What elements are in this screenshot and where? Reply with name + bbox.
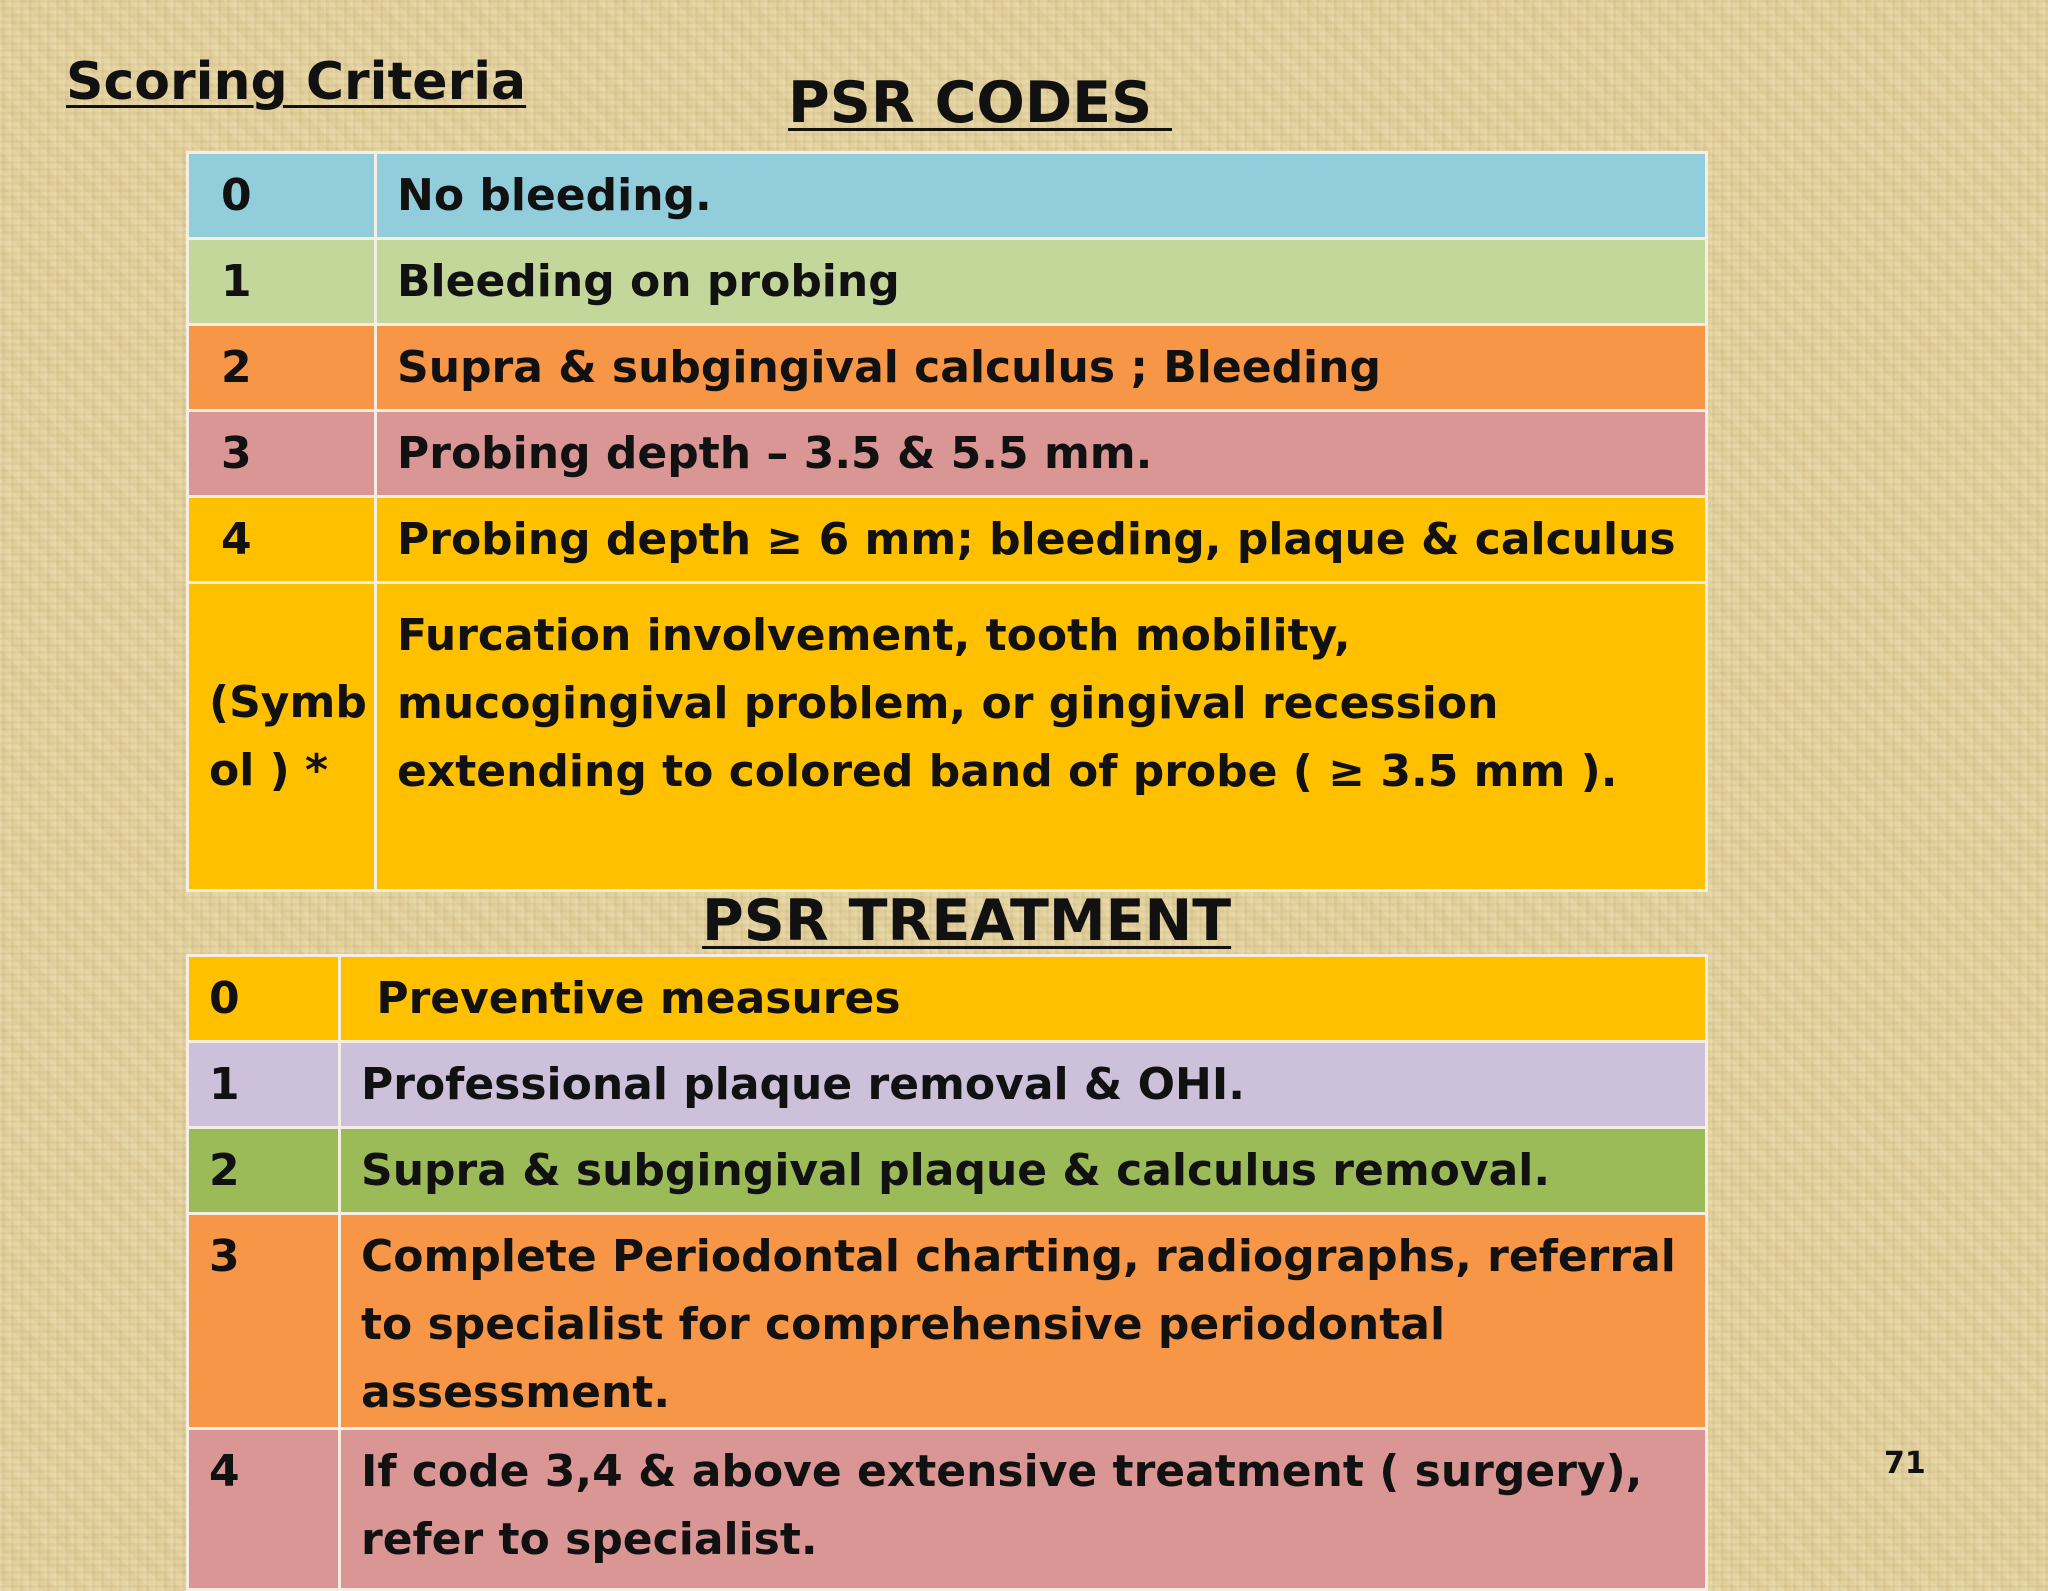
code-row-symbol xyxy=(188,583,1707,891)
treatment-description: Preventive measures xyxy=(340,956,1707,1042)
code-number: 4 xyxy=(188,497,376,583)
code-number: 1 xyxy=(188,239,376,325)
code-row-4 xyxy=(188,497,1707,583)
code-description: Bleeding on probing xyxy=(376,239,1707,325)
code-description: No bleeding. xyxy=(376,153,1707,239)
code-row-2 xyxy=(188,325,1707,411)
code-number: 0 xyxy=(188,153,376,239)
treatment-row-3 xyxy=(188,1214,1707,1429)
code-row-3 xyxy=(188,411,1707,497)
code-description: Probing depth ≥ 6 mm; bleeding, plaque & calculus xyxy=(376,497,1707,583)
code-symbol: (Symbol ) * xyxy=(188,583,376,891)
psr-codes-title: PSR CODES xyxy=(788,70,1172,136)
treatment-description: Supra & subgingival plaque & calculus removal. xyxy=(340,1128,1707,1214)
scoring-criteria-heading: Scoring Criteria xyxy=(66,52,527,112)
treatment-row-2 xyxy=(188,1128,1707,1214)
code-row-0 xyxy=(188,153,1707,239)
treatment-description: Complete Periodontal charting, radiographs, referral to specialist for comprehensive periodontal assessment. xyxy=(340,1214,1707,1429)
psr-treatment-title: PSR TREATMENT xyxy=(702,888,1232,954)
code-description: Probing depth – 3.5 & 5.5 mm. xyxy=(376,411,1707,497)
code-number: 2 xyxy=(188,325,376,411)
treatment-row-4 xyxy=(188,1429,1707,1590)
treatment-description: Professional plaque removal & OHI. xyxy=(340,1042,1707,1128)
code-row-1 xyxy=(188,239,1707,325)
treatment-row-1 xyxy=(188,1042,1707,1128)
page-number: 71 xyxy=(1884,1446,1926,1481)
treatment-row-0 xyxy=(188,956,1707,1042)
code-description: Supra & subgingival calculus ; Bleeding xyxy=(376,325,1707,411)
code-description: Furcation involvement, tooth mobility, mucogingival problem, or gingival recession extending to colored band of probe ( ≥ 3.5 mm ). xyxy=(376,583,1707,891)
code-number: 3 xyxy=(188,411,376,497)
treatment-description: If code 3,4 & above extensive treatment ( surgery), refer to specialist. xyxy=(340,1429,1707,1590)
treatment-code: 2 xyxy=(188,1128,340,1214)
treatment-code: 3 xyxy=(188,1214,340,1429)
treatment-code: 0 xyxy=(188,956,340,1042)
treatment-code: 4 xyxy=(188,1429,340,1590)
psr-codes-table xyxy=(186,151,1708,892)
treatment-code: 1 xyxy=(188,1042,340,1128)
psr-treatment-table xyxy=(186,954,1708,1591)
